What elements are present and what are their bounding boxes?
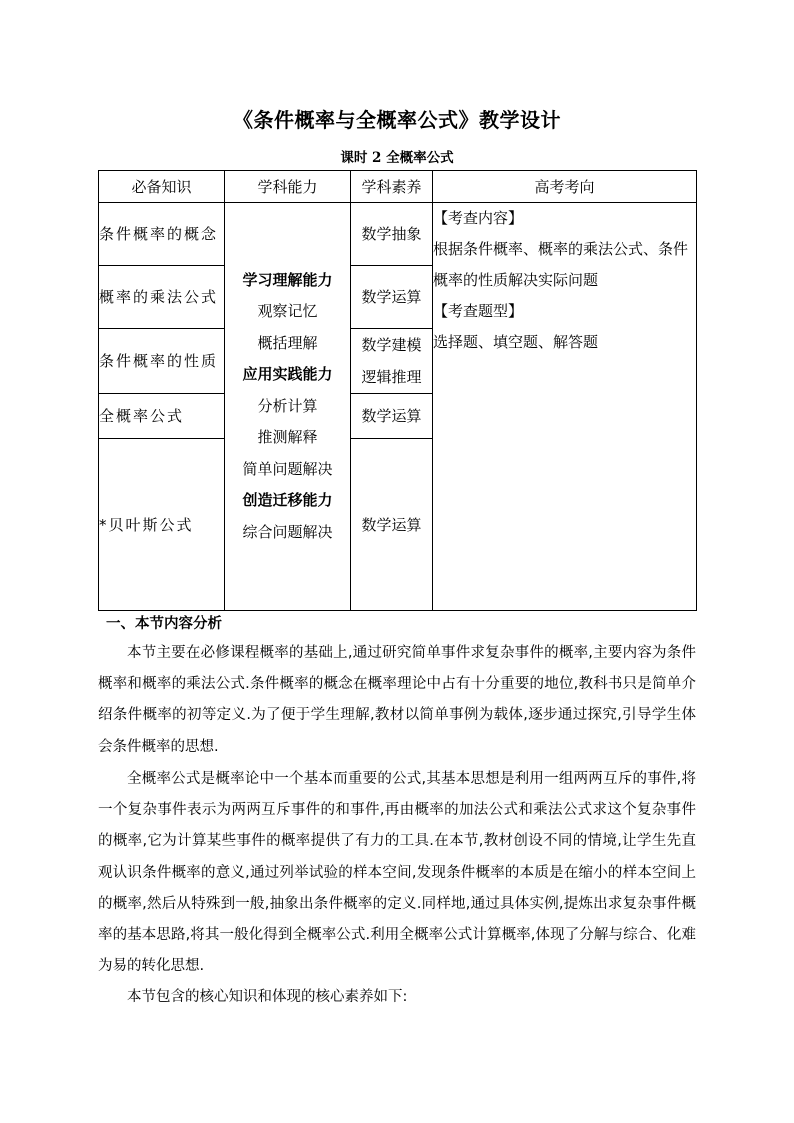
knowledge-cell: 全概率公式: [99, 394, 225, 439]
exam-type-heading: 【考查题型】: [433, 302, 524, 320]
literacy-cell: 数学抽象: [351, 203, 433, 266]
section-heading: 一、本节内容分析: [106, 616, 222, 632]
ability-heading: 应用实践能力: [242, 365, 333, 384]
ability-heading: 创造迁移能力: [242, 491, 333, 510]
knowledge-cell: 概率的乘法公式: [99, 266, 225, 329]
literacy-cell: 数学运算: [351, 394, 433, 439]
literacy-item: 数学建模: [361, 336, 422, 354]
document-title: 《条件概率与全概率公式》教学设计: [233, 108, 561, 132]
ability-item: 观察记忆: [257, 302, 318, 321]
header-exam: 高考考向: [433, 171, 697, 203]
knowledge-cell: 条件概率的性质: [99, 329, 225, 394]
knowledge-cell: *贝叶斯公式: [99, 439, 225, 611]
literacy-cell: 数学运算: [351, 439, 433, 611]
body-paragraph: 本节包含的核心知识和体现的核心素养如下:: [127, 989, 408, 1005]
ability-heading: 学习理解能力: [242, 270, 333, 289]
ability-item: 综合问题解决: [242, 522, 333, 541]
exam-content-text: 根据条件概率、概率的乘法公式、条件概率的性质解决实际问题: [433, 240, 689, 289]
body-paragraph: 全概率公式是概率论中一个基本而重要的公式,其基本思想是利用一组两两互斥的事件,将一个复杂事件表示为两两互斥事件的和事件,再由概率的加法公式和乘法公式求这个复杂事件的概率,它为计算某些事件的概率提供了有力的工具.在本节,教材创设不同的情境,让学生先直观认识条件概率的意义,通过列举试验的样本空间,发现条件概率的本质是在缩小的样本空间上的概率,然后从特殊到一般,抽象出条件概率的定义.同样地,通过具体实例,提炼出求复杂事件概率的基本思路,将其一般化得到全概率公式.利用全概率公式计算概率,体现了分解与综合、化难为易的转化思想.: [98, 771, 696, 975]
header-knowledge: 必备知识: [99, 171, 225, 203]
literacy-cell: [351, 329, 433, 394]
body-paragraph: 本节主要在必修课程概率的基础上,通过研究简单事件求复杂事件的概率,主要内容为条件概率和概率的乘法公式.条件概率的概念在概率理论中占有十分重要的地位,教科书只是简单介绍条件概率的初等定义.为了便于学生理解,教材以简单事例为载体,逐步通过探究,引导学生体会条件概率的思想.: [98, 645, 696, 755]
exam-type-text: 选择题、填空题、解答题: [433, 333, 599, 351]
exam-content-heading: 【考查内容】: [433, 209, 524, 227]
exam-cell: [433, 203, 697, 611]
table-row: [99, 203, 697, 266]
ability-item: 分析计算: [257, 396, 318, 415]
knowledge-cell: 条件概率的概念: [99, 203, 225, 266]
literacy-item: 逻辑推理: [361, 368, 422, 386]
ability-item: 简单问题解决: [242, 459, 333, 478]
lesson-subtitle: 课时 2 全概率公式: [340, 150, 454, 166]
literacy-cell: 数学运算: [351, 266, 433, 329]
curriculum-table: [98, 170, 697, 611]
ability-item: 推测解释: [257, 428, 318, 447]
ability-item: 概括理解: [257, 333, 318, 352]
ability-cell: [225, 203, 351, 611]
table-header-row: [99, 171, 697, 203]
header-literacy: 学科素养: [351, 171, 433, 203]
header-ability: 学科能力: [225, 171, 351, 203]
